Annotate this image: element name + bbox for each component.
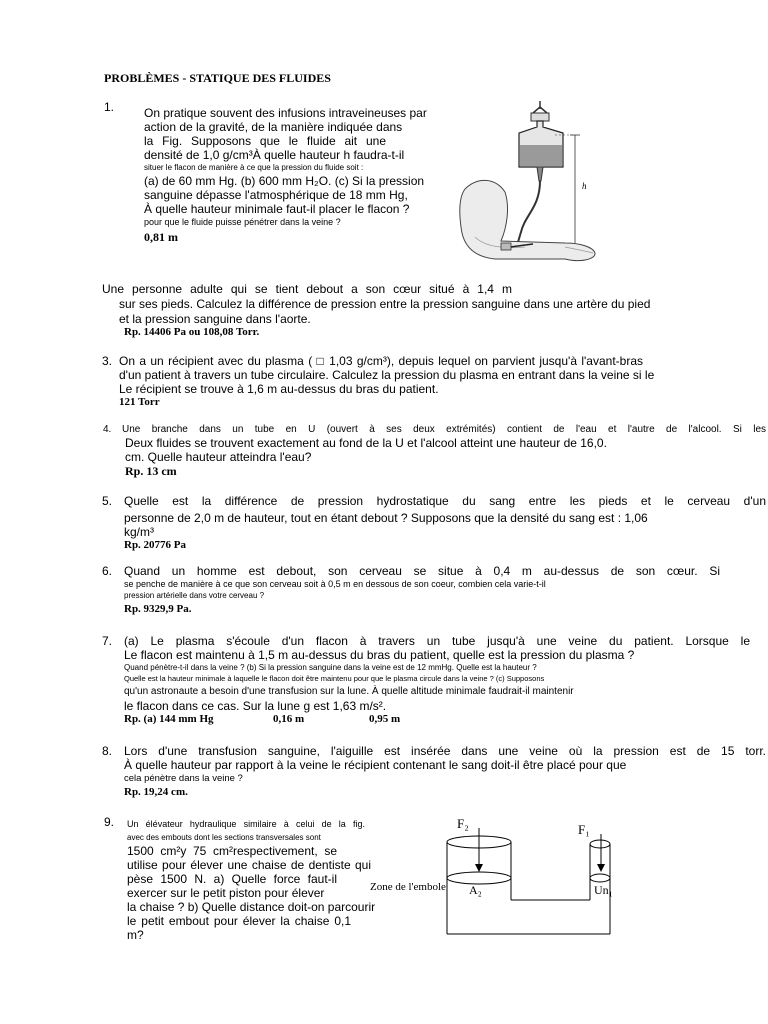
problem-4-number: 4. [103, 424, 112, 435]
problem-4-line: Deux fluides se trouvent exactement au fond de la U et l'alcool atteint une hauteur de 16,0. [125, 436, 607, 450]
problem-8-answer: Rp. 19,24 cm. [124, 786, 188, 798]
problem-8-line: cela pénètre dans la veine ? [124, 773, 243, 784]
problem-9-line: utilise pour élever une chaise de dentiste qui [127, 858, 371, 872]
problem-5-line: kg/m³ [124, 525, 154, 539]
piston-zone-label: Zone de l'embole [370, 881, 446, 893]
problem-6-number: 6. [102, 564, 113, 578]
problem-5-number: 5. [102, 494, 113, 508]
problem-7-answer-c: 0,95 m [369, 713, 401, 725]
problem-6-text [124, 564, 720, 615]
problem-6-line: Quand un homme est debout, son cerveau se situe à 0,4 m au-dessus de son cœur. Si [124, 564, 720, 578]
problem-6-line: pression artérielle dans votre cerveau ? [124, 591, 265, 600]
problem-8-text [124, 744, 766, 798]
problem-7-line: Quelle est la hauteur minimale à laquelle le flacon doit être maintenu pour que le plasma circule dans la veine ? (c) Supposons [124, 674, 545, 683]
problem-2-answer: Rp. 14406 Pa ou 108,08 Torr. [124, 326, 260, 338]
problem-6-line: se penche de manière à ce que son cerveau soit à 0,5 m en dessous de son coeur, combien cela varie-t-il [124, 579, 546, 589]
problem-1-line: sanguine dépasse l'atmosphérique de 18 mm Hg, [144, 188, 408, 202]
problem-9-text [127, 818, 375, 942]
hydraulic-lift-figure [365, 812, 625, 948]
problem-4-text [122, 424, 766, 479]
problem-1-line: (a) de 60 mm Hg. (b) 600 mm H₂O. (c) Si la pression [144, 174, 425, 188]
problem-1-line: pour que le fluide puisse pénétrer dans la veine ? [144, 217, 341, 227]
problem-1-line: la Fig. Supposons que le fluide ait une [144, 134, 386, 148]
problem-7-number: 7. [102, 634, 113, 648]
area-a1-label: Un₁ [594, 883, 613, 897]
problem-9-line: pèse 1500 N. a) Quelle force faut-il [127, 872, 337, 886]
problem-8-number: 8. [102, 744, 113, 758]
problem-7-answers [124, 713, 750, 728]
problem-7-line: Quand pénètre-t-il dans la veine ? (b) Si la pression sanguine dans la veine est de 12 mmHg. Quelle est la hauteur ? [124, 663, 537, 672]
problem-2-line: Une personne adulte qui se tient debout a son cœur situé à 1,4 m [102, 282, 512, 296]
problem-1-text [144, 106, 427, 245]
problem-9-line: m? [127, 928, 144, 942]
problem-4-line: cm. Quelle hauteur atteindra l'eau? [125, 450, 312, 464]
problem-7-line: (a) Le plasma s'écoule d'un flacon à travers un tube jusqu'à une veine du patient. Lorsque le [124, 634, 750, 648]
problem-7-line: Le flacon est maintenu à 1,5 m au-dessus du bras du patient, quelle est la pression du plasma ? [124, 648, 635, 662]
problem-5-line: Quelle est la différence de pression hydrostatique du sang entre les pieds et le cerveau d'un [124, 494, 766, 508]
page-title: PROBLÈMES - STATIQUE DES FLUIDES [104, 71, 331, 85]
problem-4-line: Une branche dans un tube en U (ouvert à ses deux extrémités) contient de l'eau et l'autre de l'alcool. Si les [122, 424, 766, 435]
problem-2-line: et la pression sanguine dans l'aorte. [119, 312, 311, 326]
problem-3-line: Le récipient se trouve à 1,6 m au-dessus du bras du patient. [119, 382, 439, 396]
problem-1-line: action de la gravité, de la manière indiquée dans [144, 120, 403, 134]
problem-8-line: Lors d'une transfusion sanguine, l'aiguille est insérée dans une veine où la pression est de 15 torr. [124, 744, 766, 758]
problem-7-answer-b: 0,16 m [273, 713, 305, 725]
problem-1-number: 1. [104, 100, 115, 114]
problem-3-line: On a un récipient avec du plasma ( □ 1,03 g/cm³), depuis lequel on parvient jusqu'à l'avant-bras [119, 354, 643, 368]
problem-1-line: densité de 1,0 g/cm³À quelle hauteur h faudra-t-il [144, 148, 405, 162]
force-f1-label: F₁ [578, 822, 590, 837]
problem-1-line: On pratique souvent des infusions intraveineuses par [144, 106, 427, 120]
problem-3-text [119, 354, 654, 408]
problem-7-answer-a: Rp. (a) 144 mm Hg [124, 713, 214, 725]
problem-1-line: situer le flacon de manière à ce que la pression du fluide soit : [144, 163, 364, 172]
problem-7-text [124, 634, 750, 728]
problem-5-text [124, 494, 766, 551]
problem-3-number: 3. [102, 354, 113, 368]
area-a2-label: A₂ [469, 883, 482, 897]
problem-7-line: le flacon dans ce cas. Sur la lune g est 1,63 m/s². [124, 699, 387, 713]
problem-3-line: d'un patient à travers un tube circulaire. Calculez la pression du plasma en entrant dans la veine si le [119, 368, 655, 382]
problem-9-line: avec des embouts dont les sections transversales sont [127, 833, 321, 842]
height-label: h [582, 181, 587, 191]
problem-4-answer: Rp. 13 cm [125, 464, 177, 478]
problem-8-line: À quelle hauteur par rapport à la veine le récipient contenant le sang doit-il être placé pour que [124, 758, 627, 772]
problem-9-line: le petit embout pour élever la chaise 0,1 [127, 914, 351, 928]
problem-1-answer: 0,81 m [144, 230, 178, 244]
problem-3-answer: 121 Torr [119, 396, 160, 408]
force-f2-label: F₂ [457, 816, 469, 831]
problem-9-line: 1500 cm²y 75 cm²respectivement, se [127, 844, 337, 858]
problem-9-line: exercer sur le petit piston pour élever [127, 886, 325, 900]
problem-9-number: 9. [104, 815, 115, 829]
problem-1-line: À quelle hauteur minimale faut-il placer le flacon ? [144, 202, 410, 216]
iv-infusion-figure [455, 97, 605, 287]
problem-2-line: sur ses pieds. Calculez la différence de pression entre la pression sanguine dans une artère du pied [119, 297, 651, 311]
problem-7-line: qu'un astronaute a besoin d'une transfusion sur la lune. À quelle altitude minimale faudrait-il maintenir [124, 686, 574, 697]
problem-5-answer: Rp. 20776 Pa [124, 539, 187, 551]
problem-2-text [102, 282, 650, 338]
problem-6-answer: Rp. 9329,9 Pa. [124, 603, 192, 615]
problem-9-line: Un élévateur hydraulique similaire à celui de la fig. [127, 819, 365, 829]
problem-9-line: la chaise ? b) Quelle distance doit-on parcourir [127, 900, 376, 914]
problem-5-line: personne de 2,0 m de hauteur, tout en étant debout ? Supposons que la densité du sang est : 1,06 [124, 511, 648, 525]
